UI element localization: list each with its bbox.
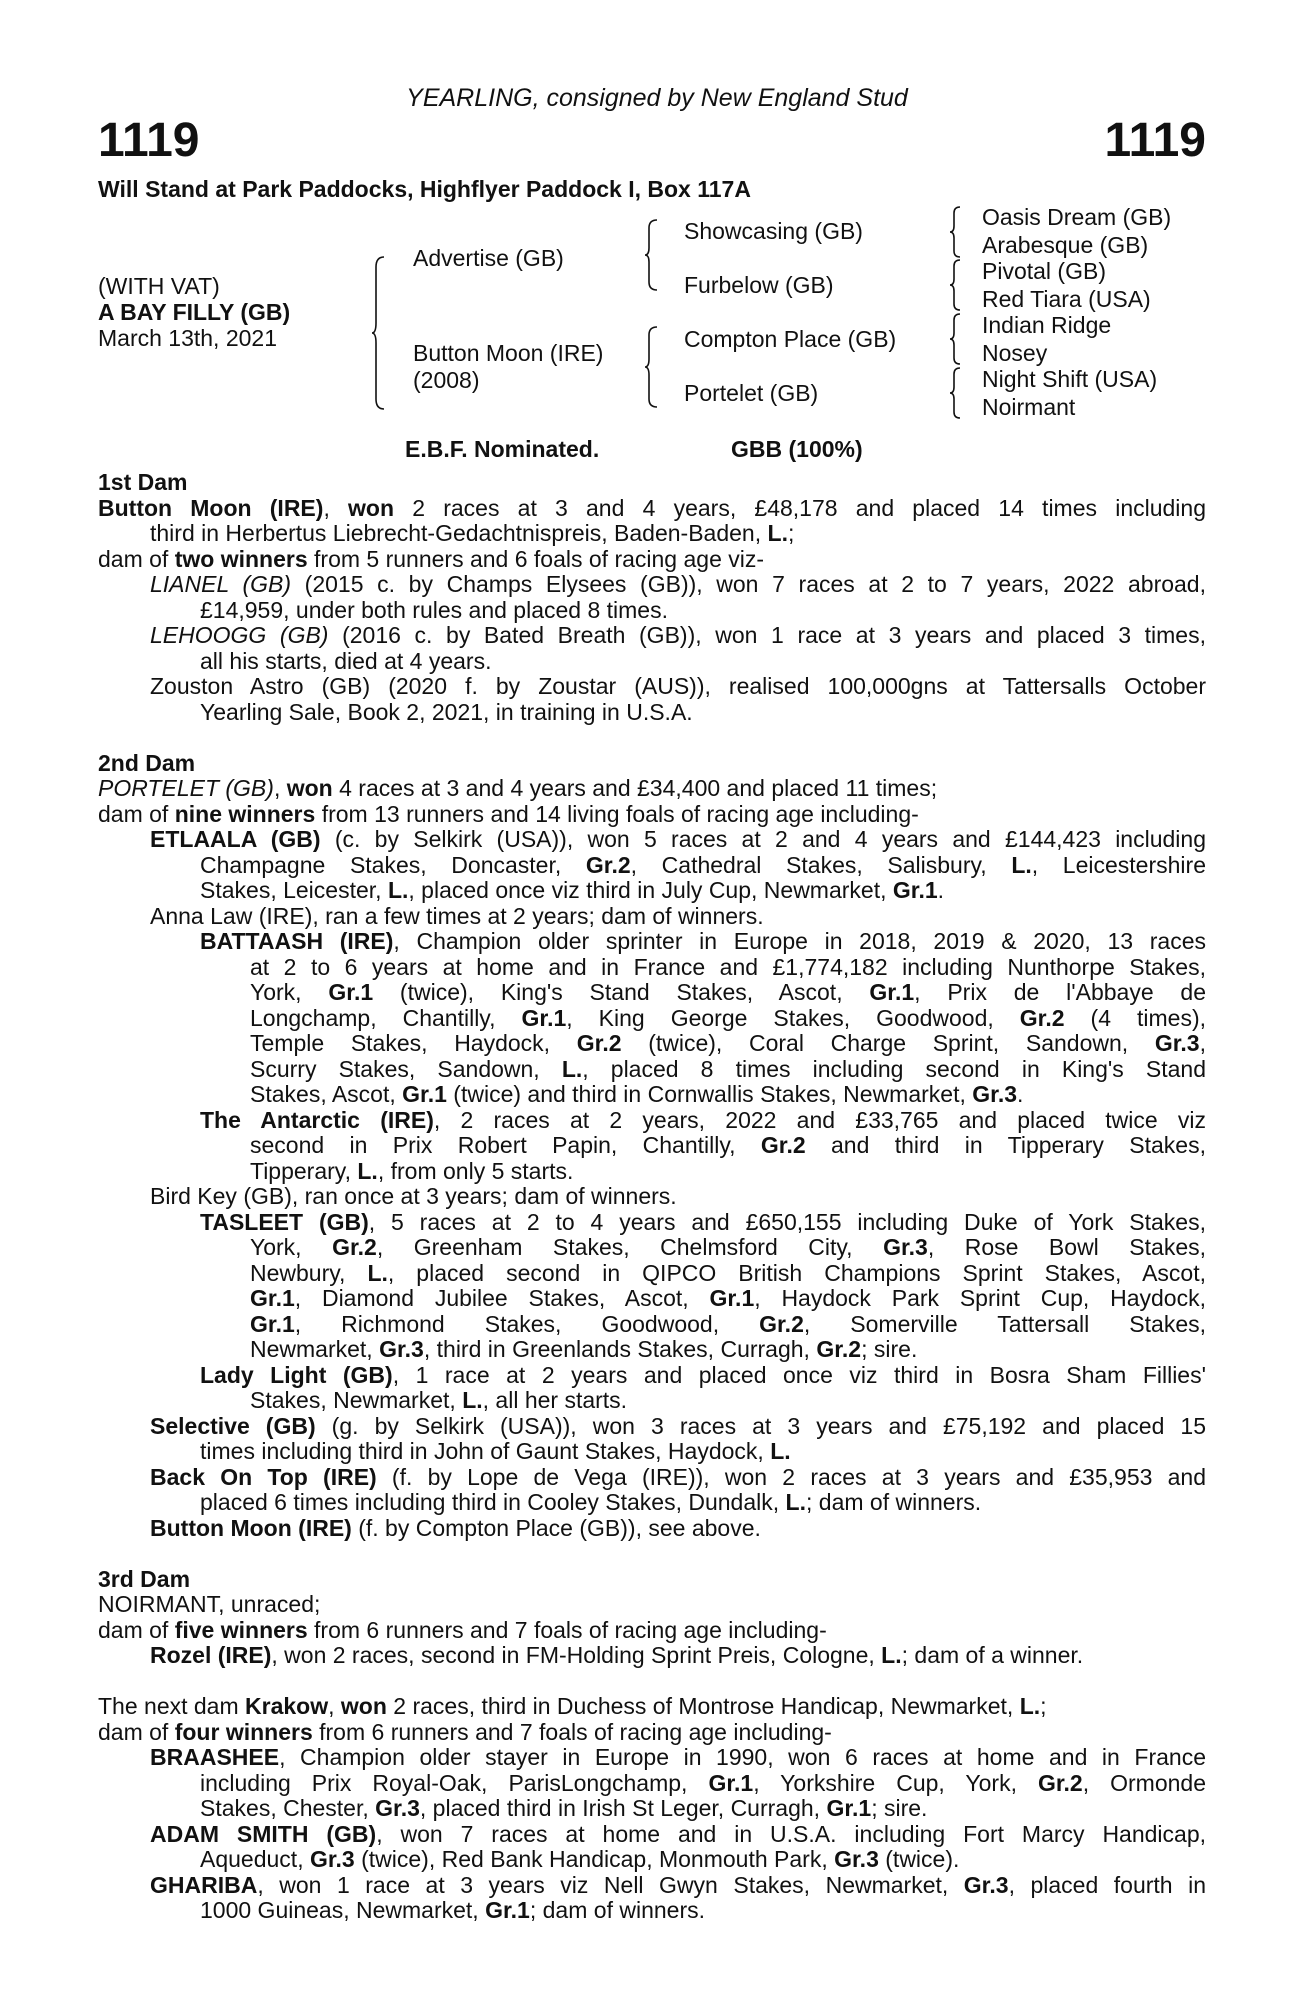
record-line	[98, 1847, 1206, 1873]
record-line	[98, 1822, 1206, 1848]
record-line	[98, 1159, 1206, 1185]
record-text: York,	[250, 1235, 333, 1260]
pedigree-brace-g56	[950, 312, 964, 366]
bold-text: GHARIBA	[150, 1872, 258, 1898]
record-text: 4 races at 3 and 4 years and £34,400 and placed 11 times;	[332, 775, 938, 801]
record-text: , Prix de l'Abbaye de	[914, 980, 1206, 1005]
spacer-line	[98, 1669, 1206, 1695]
record-text: , Somerville Tattersall Stakes,	[803, 1311, 1206, 1337]
bold-text: Gr.2	[760, 1133, 806, 1158]
record-text: , 2 races at 2 years, 2022 and £33,765 and placed twice viz	[433, 1107, 1206, 1133]
bold-text: Gr.3	[379, 1336, 424, 1362]
record-text: including Prix Royal-Oak, ParisLongchamp,	[200, 1770, 709, 1796]
record-text: (4 times),	[1064, 1005, 1206, 1031]
record-text: (twice), Red Bank Handicap, Monmouth Park,	[354, 1846, 835, 1872]
record-line	[98, 1414, 1206, 1440]
record-text: , Rose Bowl Stakes,	[927, 1235, 1206, 1260]
bold-text: L.	[1019, 1693, 1041, 1719]
bold-text: L.	[1011, 852, 1032, 878]
record-text: , Richmond Stakes, Goodwood,	[294, 1311, 760, 1337]
consignment-line: YEARLING, consigned by New England Stud	[406, 84, 908, 112]
record-text: (twice), Coral Charge Sprint, Sandown,	[621, 1031, 1155, 1056]
bold-text: ETLAALA (GB)	[150, 827, 321, 852]
record-text: ; sire.	[871, 1795, 928, 1821]
record-text: Stakes, Leicester,	[200, 877, 388, 903]
record-line	[98, 1439, 1206, 1465]
record-text: Newmarket,	[250, 1336, 380, 1362]
horse-name: A BAY FILLY (GB)	[98, 299, 291, 325]
record-text: ;	[787, 520, 795, 546]
record-text: Zouston Astro (GB) (2020 f. by Zoustar (AUS)), realised 100,000gns at Tattersalls October	[150, 674, 1206, 699]
record-line	[98, 1592, 1206, 1618]
record-text: , Diamond Jubilee Stakes, Ascot,	[294, 1286, 710, 1311]
record-line	[98, 1388, 1206, 1414]
bold-text: L.	[357, 1157, 378, 1184]
record-text: at 2 to 6 years at home and in France and £1,774,182 including Nunthorpe Stakes,	[250, 954, 1206, 980]
bold-text: Gr.3	[834, 1846, 879, 1872]
record-text: , placed third in Irish St Leger, Curragh,	[419, 1795, 827, 1821]
record-line	[98, 1465, 1206, 1491]
record-text: 1000 Guineas, Newmarket,	[200, 1897, 486, 1923]
record-text: Champagne Stakes, Doncaster,	[200, 852, 586, 878]
bold-text: Selective (GB)	[150, 1413, 316, 1439]
record-text: , from only 5 starts.	[377, 1157, 574, 1184]
bold-text: Gr.3	[972, 1081, 1018, 1107]
record-text: (g. by Selkirk (USA)), won 3 races at 3 years and £75,192 and placed 15	[315, 1413, 1206, 1439]
record-line	[98, 674, 1206, 700]
record-text: Anna Law (IRE), ran a few times at 2 years; dam of winners.	[150, 902, 764, 929]
pedigree-dam: Button Moon (IRE)	[413, 340, 604, 366]
record-line	[98, 1184, 1206, 1210]
record-line	[98, 547, 1206, 573]
record-line	[98, 1567, 1206, 1593]
record-text: , placed second in QIPCO British Champions Sprint Stakes, Ascot,	[387, 1260, 1206, 1286]
record-line	[98, 1745, 1206, 1771]
pedigree-brace-main	[372, 255, 388, 411]
italic-text: LEHOOGG (GB)	[150, 623, 329, 648]
record-text: ,	[1199, 1031, 1206, 1056]
bold-text: Krakow	[245, 1693, 329, 1719]
bold-text: won	[348, 495, 395, 521]
record-line	[98, 853, 1206, 879]
record-text: Newbury,	[250, 1260, 368, 1286]
record-line	[98, 980, 1206, 1006]
record-line	[98, 929, 1206, 955]
record-text: Bird Key (GB), ran once at 3 years; dam of winners.	[150, 1183, 677, 1209]
record-text: , King George Stakes, Goodwood,	[566, 1005, 1020, 1031]
record-line	[98, 1694, 1206, 1720]
bold-text: L.	[770, 1438, 791, 1464]
bold-text: two winners	[174, 545, 308, 572]
bold-text: nine winners	[174, 800, 316, 827]
record-text: Yearling Sale, Book 2, 2021, in training in U.S.A.	[200, 698, 693, 725]
bold-text: L.	[387, 877, 409, 903]
record-line	[98, 623, 1206, 649]
record-line	[98, 1337, 1206, 1363]
record-text: , won 7 races at home and in U.S.A. including Fort Marcy Handicap,	[376, 1821, 1206, 1847]
record-text: 2 races, third in Duchess of Montrose Handicap, Newmarket,	[386, 1693, 1020, 1719]
record-line	[98, 955, 1206, 981]
italic-text: LIANEL (GB)	[150, 572, 292, 597]
record-text: Stakes, Newmarket,	[250, 1387, 463, 1413]
bold-text: Gr.2	[816, 1336, 862, 1362]
record-line	[98, 878, 1206, 904]
bold-text: won	[340, 1693, 387, 1719]
record-text: dam of	[98, 800, 175, 827]
bold-text: Gr.3	[309, 1846, 355, 1872]
record-text: ; dam of a winner.	[901, 1642, 1084, 1668]
lot-number-right: 1119	[1104, 114, 1206, 167]
pedigree-sire-dam: Furbelow (GB)	[684, 272, 834, 298]
pedigree-g1: Oasis Dream (GB)	[982, 204, 1172, 230]
bold-text: 1st Dam	[98, 469, 188, 495]
record-line	[98, 1898, 1206, 1924]
record-text: dam of	[98, 1616, 175, 1643]
pedigree-brace-sire	[645, 218, 661, 292]
bold-text: BATTAASH (IRE)	[200, 929, 394, 954]
record-text: (2015 c. by Champs Elysees (GB)), won 7 races at 2 to 7 years, 2022 abroad,	[291, 572, 1206, 597]
bold-text: Button Moon (IRE)	[150, 1514, 352, 1541]
record-line	[98, 1082, 1206, 1108]
record-text: dam of	[98, 1718, 175, 1745]
bold-text: Rozel (IRE)	[150, 1642, 272, 1668]
record-text: , third in Greenlands Stakes, Curragh,	[423, 1336, 817, 1362]
bold-text: Back On Top (IRE)	[150, 1464, 377, 1490]
record-text: , Greenham Stakes, Chelmsford City,	[376, 1235, 884, 1260]
stand-location: Will Stand at Park Paddocks, Highflyer Paddock I, Box 117A	[98, 176, 751, 202]
record-text: Scurry Stakes, Sandown,	[250, 1056, 562, 1082]
record-text: ,	[323, 495, 349, 521]
record-text: ; dam of winners.	[529, 1897, 705, 1923]
bold-text: Button Moon (IRE)	[98, 495, 324, 521]
produce-record	[98, 470, 1206, 1924]
bold-text: Gr.2	[1019, 1005, 1065, 1031]
bold-text: five winners	[174, 1616, 308, 1643]
pedigree-g3: Pivotal (GB)	[982, 258, 1106, 284]
record-line	[98, 1771, 1206, 1797]
bold-text: Gr.1	[328, 980, 374, 1005]
record-line	[98, 598, 1206, 624]
vat-note: (WITH VAT)	[98, 273, 220, 299]
bold-text: Gr.2	[759, 1311, 804, 1337]
record-text: , won 2 races, second in FM-Holding Sprint Preis, Cologne,	[271, 1642, 882, 1668]
record-text: (twice).	[878, 1846, 960, 1872]
record-text: ;	[1040, 1693, 1047, 1719]
bold-text: L.	[367, 1260, 388, 1286]
pedigree-sire-sire: Showcasing (GB)	[684, 218, 863, 244]
bold-text: Gr.1	[869, 980, 915, 1005]
record-text: , Haydock Park Sprint Cup, Haydock,	[754, 1286, 1206, 1311]
pedigree-g5: Indian Ridge	[982, 312, 1112, 338]
record-text: The next dam	[98, 1693, 246, 1719]
record-text: Stakes, Chester,	[200, 1795, 376, 1821]
record-text: ,	[328, 1693, 341, 1719]
record-text: (f. by Compton Place (GB)), see above.	[351, 1514, 761, 1541]
record-text: (twice), King's Stand Stakes, Ascot,	[373, 980, 870, 1005]
pedigree-g8: Noirmant	[982, 394, 1076, 420]
bold-text: Gr.1	[402, 1081, 447, 1107]
pedigree-g6: Nosey	[982, 340, 1048, 366]
record-line	[98, 802, 1206, 828]
record-text: , placed fourth in	[1008, 1872, 1206, 1898]
record-text: Longchamp, Chantilly,	[250, 1005, 522, 1031]
record-text: , Champion older sprinter in Europe in 2018, 2019 & 2020, 13 races	[393, 929, 1206, 954]
ebf-nomination: E.B.F. Nominated.	[405, 436, 600, 462]
record-line	[98, 904, 1206, 930]
bold-text: 2nd Dam	[98, 749, 196, 776]
record-line	[98, 1643, 1206, 1669]
record-line	[98, 1286, 1206, 1312]
bold-text: Gr.1	[826, 1795, 872, 1821]
record-line	[98, 1516, 1206, 1542]
record-text: £14,959, under both rules and placed 8 times.	[200, 596, 668, 623]
record-text: (f. by Lope de Vega (IRE)), won 2 races at 3 years and £35,953 and	[376, 1464, 1206, 1490]
record-line	[98, 1720, 1206, 1746]
bold-text: won	[286, 775, 333, 801]
record-text: (c. by Selkirk (USA)), won 5 races at 2 and 4 years and £144,423 including	[320, 827, 1206, 852]
spacer-line	[98, 1541, 1206, 1567]
bold-text: TASLEET (GB)	[200, 1209, 369, 1235]
record-text: from 5 runners and 6 foals of racing age viz-	[307, 545, 765, 572]
bold-text: L.	[561, 1056, 583, 1082]
bold-text: Gr.3	[375, 1795, 420, 1821]
bold-text: Gr.2	[332, 1235, 377, 1260]
record-text: ; sire.	[861, 1336, 918, 1362]
record-text: , all her starts.	[482, 1387, 628, 1413]
record-line	[98, 1490, 1206, 1516]
record-text: , Ormonde	[1082, 1770, 1206, 1796]
gbb-status: GBB (100%)	[731, 436, 863, 462]
record-text: (2016 c. by Bated Breath (GB)), won 1 race at 3 years and placed 3 times,	[328, 623, 1206, 648]
bold-text: Gr.2	[1037, 1770, 1083, 1796]
bold-text: Lady Light (GB)	[200, 1362, 393, 1388]
pedigree-brace-dam	[645, 325, 661, 409]
record-line	[98, 1261, 1206, 1287]
record-text: ,	[273, 775, 287, 801]
record-text: Temple Stakes, Haydock,	[250, 1031, 577, 1056]
bold-text: L.	[881, 1642, 902, 1668]
bold-text: Gr.1	[250, 1286, 295, 1311]
record-text: , 1 race at 2 years and placed once viz third in Bosra Sham Fillies'	[392, 1362, 1206, 1388]
record-text: from 13 runners and 14 living foals of racing age including-	[315, 800, 919, 827]
bold-text: L.	[462, 1387, 483, 1413]
record-text: , Cathedral Stakes, Salisbury,	[630, 852, 1012, 878]
record-text: dam of	[98, 545, 175, 572]
record-text: (twice) and third in Cornwallis Stakes, Newmarket,	[446, 1081, 973, 1107]
record-text: 2 races at 3 and 4 years, £48,178 and placed 14 times including	[394, 495, 1206, 521]
record-line	[98, 1312, 1206, 1338]
bold-text: The Antarctic (IRE)	[200, 1107, 434, 1133]
record-line	[98, 1210, 1206, 1236]
bold-text: Gr.1	[521, 1005, 567, 1031]
record-line	[98, 1363, 1206, 1389]
pedigree-dam-dam: Portelet (GB)	[684, 380, 819, 406]
record-text: York,	[250, 980, 329, 1005]
bold-text: L.	[785, 1489, 806, 1515]
pedigree-brace-g78	[950, 366, 964, 420]
record-line	[98, 776, 1206, 802]
record-text: , Yorkshire Cup, York,	[753, 1770, 1038, 1796]
record-text: ; dam of winners.	[806, 1489, 982, 1515]
record-text: , Champion older stayer in Europe in 1990, won 6 races at home and in France	[279, 1745, 1206, 1770]
record-line	[98, 700, 1206, 726]
bold-text: BRAASHEE	[150, 1745, 280, 1770]
record-line	[98, 1057, 1206, 1083]
pedigree-sire: Advertise (GB)	[413, 245, 564, 271]
pedigree-dam-year: (2008)	[413, 367, 480, 393]
record-line	[98, 1133, 1206, 1159]
record-text: Tipperary,	[250, 1157, 358, 1184]
bold-text: Gr.1	[485, 1897, 530, 1923]
bold-text: L.	[767, 520, 788, 546]
record-text: Aqueduct,	[200, 1846, 310, 1872]
record-line	[98, 496, 1206, 522]
record-text: , won 1 race at 3 years viz Nell Gwyn Stakes, Newmarket,	[257, 1872, 964, 1898]
record-text: third in Herbertus Liebrecht-Gedachtnispreis, Baden-Baden,	[150, 520, 768, 546]
record-line	[98, 1873, 1206, 1899]
record-text: , 5 races at 2 to 4 years and £650,155 including Duke of York Stakes,	[368, 1209, 1206, 1235]
record-text: , placed once viz third in July Cup, Newmarket,	[408, 877, 893, 903]
bold-text: ADAM SMITH (GB)	[150, 1821, 377, 1847]
pedigree-g2: Arabesque (GB)	[982, 232, 1149, 258]
record-line	[98, 1108, 1206, 1134]
record-text: placed 6 times including third in Cooley Stakes, Dundalk,	[200, 1489, 786, 1515]
record-line	[98, 1796, 1206, 1822]
record-line	[98, 649, 1206, 675]
record-line	[98, 827, 1206, 853]
record-line	[98, 572, 1206, 598]
pedigree-dam-sire: Compton Place (GB)	[684, 326, 897, 352]
record-text: second in Prix Robert Papin, Chantilly,	[250, 1133, 761, 1158]
foaling-date: March 13th, 2021	[98, 325, 278, 351]
record-text: times including third in John of Gaunt Stakes, Haydock,	[200, 1438, 771, 1464]
record-text: from 6 runners and 7 foals of racing age including-	[307, 1616, 827, 1643]
record-text: , Leicestershire	[1031, 852, 1206, 878]
record-text: .	[1017, 1081, 1024, 1107]
pedigree-g7: Night Shift (USA)	[982, 366, 1158, 392]
pedigree-brace-g34	[950, 258, 964, 312]
record-line	[98, 470, 1206, 496]
bold-text: Gr.3	[883, 1235, 928, 1260]
record-line	[98, 1031, 1206, 1057]
record-text: .	[937, 877, 945, 903]
record-text: , placed 8 times including second in King's Stand	[582, 1056, 1206, 1082]
record-line	[98, 1006, 1206, 1032]
record-text: from 6 runners and 7 foals of racing age including-	[312, 1718, 832, 1745]
bold-text: Gr.3	[1154, 1031, 1200, 1056]
record-line	[98, 751, 1206, 777]
spacer-line	[98, 725, 1206, 751]
bold-text: Gr.1	[708, 1770, 754, 1796]
record-line	[98, 1235, 1206, 1261]
record-text: and third in Tipperary Stakes,	[805, 1133, 1206, 1158]
bold-text: Gr.1	[892, 877, 938, 903]
bold-text: Gr.2	[576, 1031, 622, 1056]
record-line	[98, 521, 1206, 547]
record-text: all his starts, died at 4 years.	[200, 647, 492, 674]
record-line	[98, 1618, 1206, 1644]
record-text: Stakes, Ascot,	[250, 1081, 403, 1107]
record-text: NOIRMANT, unraced;	[98, 1591, 321, 1617]
bold-text: Gr.1	[250, 1311, 295, 1337]
bold-text: Gr.3	[963, 1872, 1009, 1898]
pedigree-g4: Red Tiara (USA)	[982, 286, 1151, 312]
pedigree-brace-g12	[950, 205, 964, 259]
bold-text: four winners	[174, 1718, 313, 1745]
lot-number-left: 1119	[98, 114, 200, 167]
bold-text: Gr.1	[709, 1286, 755, 1311]
bold-text: 3rd Dam	[98, 1565, 191, 1592]
bold-text: Gr.2	[585, 852, 631, 878]
italic-text: PORTELET (GB)	[98, 775, 274, 801]
